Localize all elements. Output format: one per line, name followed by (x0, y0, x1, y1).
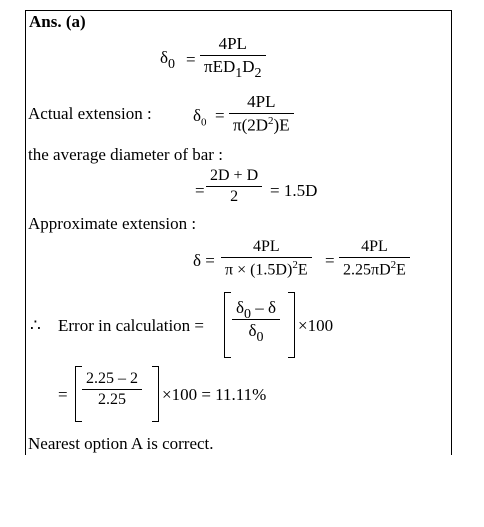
eq1-fraction (200, 34, 266, 81)
approximate-extension-label: Approximate extension : (28, 214, 197, 233)
error-times: ×100 (298, 316, 334, 335)
actual-lhs: $\delta_0$ (193, 106, 207, 129)
actual-extension-label: Actual extension : (28, 104, 152, 123)
avg-equals: = (195, 181, 205, 200)
therefore-symbol: ∴ (30, 316, 41, 335)
eq1-equals: = (186, 50, 196, 69)
approx-denominator-1: $\pi \times (1.5D)^2E$ (225, 259, 308, 279)
actual-equals: = (215, 106, 225, 125)
error-right-bracket (288, 292, 295, 358)
calc-fraction (82, 370, 142, 409)
approx-numerator-2: 4PL (361, 238, 388, 255)
actual-denominator: $\pi(2D^2)E$ (233, 115, 290, 135)
approx-numerator-1: 4PL (252, 238, 280, 255)
error-left-bracket (224, 292, 231, 358)
calc-left-bracket (75, 366, 82, 422)
average-diameter-label: the average diameter of bar : (28, 145, 223, 164)
avg-fraction (206, 167, 262, 206)
approx-lhs: δ = (193, 251, 215, 270)
eq1-numerator: 4PL (218, 34, 247, 53)
error-denominator: $\delta_0$ (248, 321, 264, 345)
calc-denominator: 2.25 (98, 391, 126, 408)
error-fraction (232, 298, 280, 345)
approx-fraction-1 (221, 238, 312, 279)
conclusion-text: Nearest option A is correct. (28, 434, 214, 453)
calc-equals: = (58, 385, 68, 404)
avg-result: = 1.5D (270, 181, 318, 200)
error-label: Error in calculation = (58, 316, 205, 335)
avg-numerator: 2D + D (210, 167, 259, 184)
approx-fraction-2 (339, 238, 410, 279)
eq1-denominator: $\pi ED_1D_2$ (204, 57, 262, 81)
actual-numerator: 4PL (247, 92, 276, 111)
calc-right-bracket (152, 366, 159, 422)
actual-fraction (229, 92, 294, 136)
error-numerator: $\delta_0$ – δ (236, 298, 277, 322)
calc-result: ×100 = 11.11% (162, 385, 267, 404)
eq1-lhs: $\delta_0$ (160, 48, 176, 72)
calc-numerator: 2.25 – 2 (86, 370, 138, 387)
answer-label: Ans. (a) (29, 12, 86, 31)
approx-denominator-2: $2.25\pi D^2E$ (343, 259, 406, 279)
avg-denominator: 2 (230, 188, 239, 205)
approx-equals: = (325, 251, 335, 270)
